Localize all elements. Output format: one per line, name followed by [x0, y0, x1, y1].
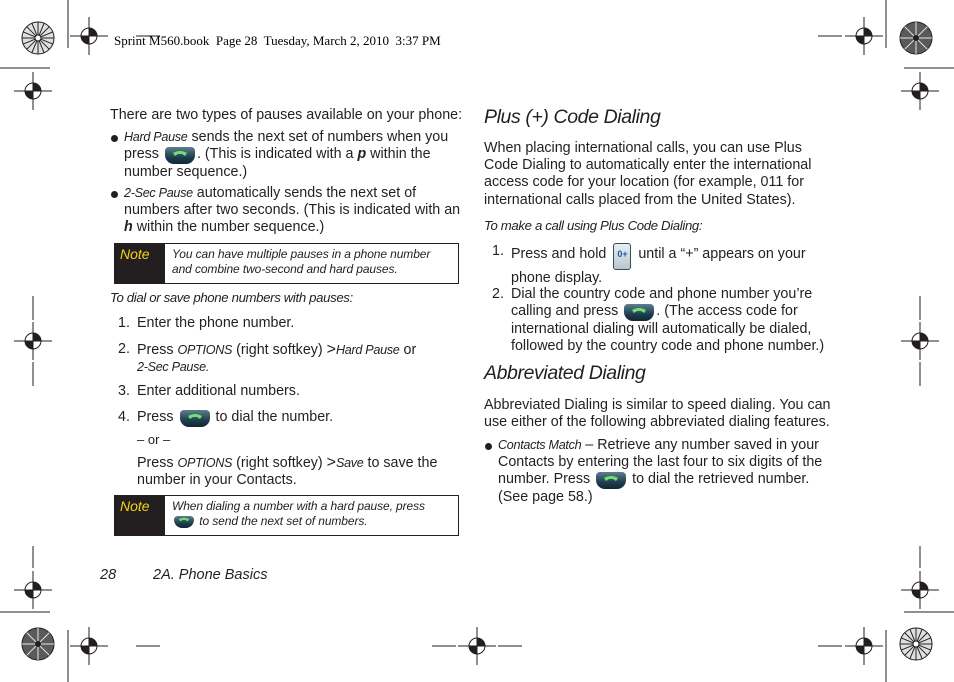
send-key-icon: [165, 147, 195, 164]
note-box-pauses: [114, 243, 459, 284]
note-box-hard-pause: [114, 495, 459, 536]
text: . (This is indicated with a: [196, 146, 358, 163]
text: Press: [137, 342, 178, 358]
text: within the number sequence.): [132, 219, 325, 236]
text: Contacts by entering the last four to six digits of the: [498, 454, 823, 471]
text: sends the next set of numbers when you: [187, 129, 449, 145]
term-contacts-match: Contacts Match: [498, 438, 582, 452]
step-2: [118, 341, 457, 376]
plus-step-2: [492, 286, 851, 356]
heading-plus-code-dialing: Plus (+) Code Dialing: [484, 106, 661, 128]
options-softkey: OPTIONS: [177, 343, 233, 357]
text: to save the: [363, 455, 438, 471]
text: within the: [366, 146, 431, 163]
text: automatically sends the next set of: [192, 185, 417, 201]
bullet-hard-pause: [124, 129, 464, 181]
text: Enter additional numbers.: [137, 383, 300, 399]
step-number: 2.: [492, 286, 504, 302]
abbreviated-paragraph: [484, 397, 844, 431]
text: (See page 58.): [498, 489, 593, 506]
text: Press: [137, 409, 178, 425]
text: You can have multiple pauses in a phone number: [172, 247, 431, 261]
options-softkey: OPTIONS: [177, 456, 233, 470]
text: number. Press: [498, 471, 595, 488]
step-number: 4.: [118, 409, 130, 425]
text: calling and press: [511, 303, 623, 320]
note-label: Note: [120, 498, 150, 514]
step-3: [118, 383, 300, 400]
code-p: p: [357, 146, 367, 163]
send-key-icon: [596, 472, 626, 489]
plus-code-paragraph: [484, 140, 844, 209]
send-key-icon: [180, 410, 210, 427]
text: When placing international calls, you can use Plus: [484, 140, 802, 156]
text: number sequence.): [124, 164, 248, 181]
section-title: 2A. Phone Basics: [153, 567, 268, 583]
text: Dial the country code and phone number you’re: [511, 286, 813, 302]
text: Code Dialing to automatically enter the international: [484, 157, 812, 174]
menu-arrow: >: [326, 341, 336, 358]
text: international dialing will automatically be dialed,: [511, 321, 812, 338]
plus-step-1: [492, 243, 851, 287]
note-label: Note: [120, 246, 150, 262]
send-key-icon: [174, 516, 194, 528]
key-label: 0+: [617, 249, 628, 259]
2sec-pause-option: 2-Sec Pause: [137, 360, 206, 375]
page-number: 28: [100, 567, 117, 583]
text: or: [399, 342, 417, 358]
text: until a “+” appears on your: [634, 246, 806, 262]
text: Press: [137, 455, 178, 471]
text: (right softkey): [232, 455, 327, 471]
zero-plus-key-icon: [613, 243, 631, 270]
text: When dialing a number with a hard pause, press: [172, 499, 425, 513]
or-separator: – or –: [137, 432, 171, 447]
save-option: Save: [336, 456, 364, 470]
text: Abbreviated Dialing is similar to speed dialing. You can: [484, 397, 831, 413]
text: international calls placed from the United States).: [484, 191, 796, 208]
note-text: [172, 499, 452, 529]
note-text: [172, 247, 452, 277]
bullet-contacts-match: [498, 437, 843, 507]
left-intro: There are two types of pauses available on your phone:: [110, 107, 463, 123]
text: phone display.: [511, 270, 603, 286]
text: Enter the phone number.: [137, 315, 295, 331]
step-number: 1.: [492, 243, 504, 259]
text: to dial the number.: [211, 409, 334, 425]
text: . (The access code for: [656, 303, 798, 320]
instruction-pauses: To dial or save phone numbers with pauses:: [110, 290, 353, 305]
text: press: [124, 146, 163, 163]
step-4: [118, 409, 334, 427]
text: numbers after two seconds. (This is indicated with an: [124, 202, 461, 219]
text: followed by the country code and phone number.): [511, 338, 825, 355]
term-2sec-pause: 2-Sec Pause: [124, 186, 193, 200]
text: .: [205, 360, 210, 375]
text: number in your Contacts.: [137, 472, 297, 489]
heading-abbreviated-dialing: Abbreviated Dialing: [484, 362, 646, 384]
note-tag: [115, 496, 165, 535]
hard-pause-option: Hard Pause: [336, 343, 400, 357]
send-key-icon: [624, 304, 654, 321]
text: Press and hold: [511, 246, 611, 262]
instruction-plus-code: To make a call using Plus Code Dialing:: [484, 218, 703, 233]
text: – Retrieve any number saved in your: [581, 437, 819, 453]
step-number: 3.: [118, 383, 130, 399]
text: access code for your location (for example, 011 for: [484, 174, 804, 191]
menu-arrow: >: [326, 454, 336, 471]
step-number: 1.: [118, 315, 130, 331]
step-number: 2.: [118, 341, 130, 357]
code-h: h: [124, 219, 133, 236]
text: to send the next set of numbers.: [196, 514, 368, 528]
text: use either of the following abbreviated dialing features.: [484, 414, 830, 431]
text: to dial the retrieved number.: [628, 471, 810, 488]
save-instruction: [137, 454, 457, 489]
note-tag: [115, 244, 165, 283]
term-hard-pause: Hard Pause: [124, 130, 188, 144]
step-1: [118, 315, 295, 332]
bullet-2sec-pause: [124, 185, 464, 237]
text: (right softkey): [232, 342, 327, 358]
text: and combine two-second and hard pauses.: [172, 262, 398, 276]
page-slug: Sprint M560.book Page 28 Tuesday, March 2, 2010 3:37 PM: [114, 33, 441, 48]
